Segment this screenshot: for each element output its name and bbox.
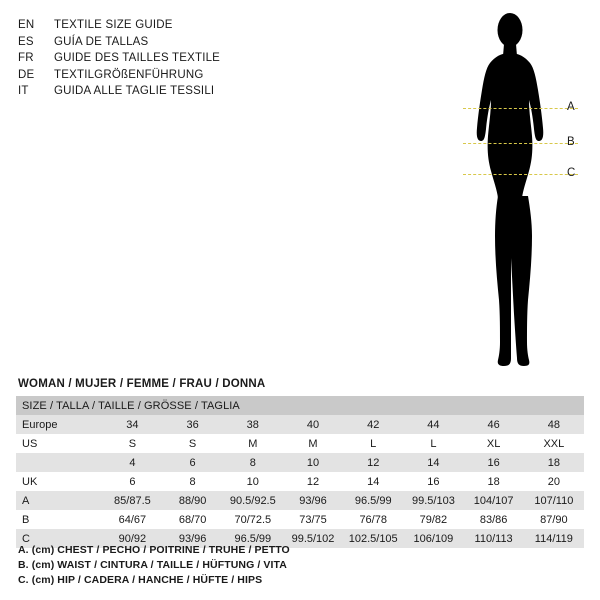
table-row	[16, 491, 584, 510]
table-cell: 88/90	[163, 491, 223, 510]
measurement-label-a: A	[567, 101, 575, 113]
table-row	[16, 453, 584, 472]
language-title: TEXTILGRÖßENFÜHRUNG	[54, 68, 204, 81]
measurement-line-a	[463, 108, 578, 109]
table-caption: WOMAN / MUJER / FEMME / FRAU / DONNA	[18, 378, 266, 390]
table-cell: 14	[403, 453, 463, 472]
language-title: TEXTILE SIZE GUIDE	[54, 19, 173, 31]
table-cell: 79/82	[419, 513, 448, 526]
table-cell: 90/92	[102, 529, 162, 548]
language-code: IT	[18, 85, 29, 97]
table-cell: 85/87.5	[102, 491, 162, 510]
table-cell: L	[370, 437, 377, 450]
language-title: GUIDA ALLE TAGLIE TESSILI	[54, 85, 215, 97]
language-code: ES	[18, 35, 34, 48]
row-label: B	[22, 513, 30, 526]
table-cell: 70/72.5	[234, 513, 272, 526]
table-cell: 76/78	[359, 513, 387, 526]
table-cell: 93/96	[163, 529, 223, 548]
table-row	[16, 434, 584, 453]
table-cell: 114/119	[524, 529, 584, 548]
language-header-block	[18, 17, 318, 100]
table-cell: 87/90	[540, 513, 568, 526]
language-code: DE	[18, 68, 35, 81]
table-cell: 93/96	[283, 491, 343, 510]
table-row	[16, 472, 584, 491]
legend-line-a: A. (cm) CHEST / PECHO / POITRINE / TRUHE / PETTO	[18, 544, 290, 556]
language-title: GUIDE DES TAILLES TEXTILE	[54, 52, 221, 64]
table-cell: 8	[223, 453, 283, 472]
table-cell: 96.5/99	[223, 529, 283, 548]
table-cell: 4	[102, 453, 162, 472]
table-cell: 10	[283, 453, 343, 472]
row-label: Europe	[16, 415, 102, 434]
measurement-line-b	[463, 143, 578, 144]
language-code: EN	[18, 19, 35, 31]
table-cell: 12	[343, 453, 403, 472]
table-cell: 38	[223, 415, 283, 434]
table-row	[16, 510, 584, 529]
table-header-label: SIZE / TALLA / TAILLE / GRÖSSE / TAGLIA	[16, 396, 584, 415]
table-cell: 107/110	[524, 491, 584, 510]
table-cell: 36	[163, 415, 223, 434]
language-row	[18, 50, 318, 67]
table-cell: 102.5/105	[343, 529, 403, 548]
table-cell: 99.5/103	[403, 491, 463, 510]
table-cell: 104/107	[464, 491, 524, 510]
table-cell: 99.5/102	[283, 529, 343, 548]
table-cell: 16	[427, 475, 440, 488]
table-cell: 44	[403, 415, 463, 434]
table-cell: 14	[367, 475, 380, 488]
table-cell: M	[248, 437, 258, 450]
row-label: C	[16, 529, 102, 548]
table-cell: 40	[283, 415, 343, 434]
language-title: GUÍA DE TALLAS	[54, 35, 149, 48]
table-cell: 20	[547, 475, 560, 488]
legend-line-b: B. (cm) WAIST / CINTURA / TAILLE / HÜFTUNG / VITA	[18, 559, 287, 571]
table-cell: S	[128, 437, 137, 450]
table-cell: 12	[306, 475, 320, 488]
language-row	[18, 83, 318, 100]
row-label: A	[16, 491, 102, 510]
table-cell: S	[188, 437, 197, 450]
table-cell: 16	[464, 453, 524, 472]
woman-silhouette-icon	[455, 8, 565, 370]
language-row	[18, 34, 318, 51]
table-cell: XXL	[543, 437, 565, 450]
language-row	[18, 67, 318, 84]
table-cell: 68/70	[178, 513, 207, 526]
table-cell: 106/109	[403, 529, 463, 548]
table-cell: 34	[102, 415, 162, 434]
measurement-legend	[18, 543, 578, 588]
table-cell: 73/75	[299, 513, 327, 526]
table-cell: 46	[464, 415, 524, 434]
figure-area	[425, 8, 600, 378]
table-cell: 8	[189, 475, 196, 488]
legend-line-c: C. (cm) HIP / CADERA / HANCHE / HÜFTE / HIPS	[18, 574, 263, 586]
table-cell: 42	[343, 415, 403, 434]
table-cell: 64/67	[118, 513, 147, 526]
size-table	[16, 396, 584, 548]
measurement-label-b: B	[567, 136, 575, 148]
row-label: UK	[22, 475, 38, 488]
table-cell: 6	[129, 475, 136, 488]
table-header-row	[16, 396, 584, 415]
table-cell: M	[308, 437, 318, 450]
table-cell: 96.5/99	[343, 491, 403, 510]
measurement-label-c: C	[567, 167, 576, 179]
table-cell: L	[430, 437, 437, 450]
table-cell: 18	[524, 453, 584, 472]
table-cell: 90.5/92.5	[223, 491, 283, 510]
language-code: FR	[18, 52, 34, 64]
row-label	[16, 453, 102, 472]
table-cell: 110/113	[464, 529, 524, 548]
table-row	[16, 415, 584, 434]
table-cell: 48	[524, 415, 584, 434]
language-row	[18, 17, 318, 34]
row-label: US	[22, 437, 38, 450]
size-table-section	[16, 378, 584, 548]
table-cell: 83/86	[479, 513, 508, 526]
table-cell: 6	[163, 453, 223, 472]
table-cell: 18	[487, 475, 500, 488]
table-cell: 10	[246, 475, 259, 488]
measurement-line-c	[463, 174, 578, 175]
table-cell: XL	[486, 437, 501, 450]
